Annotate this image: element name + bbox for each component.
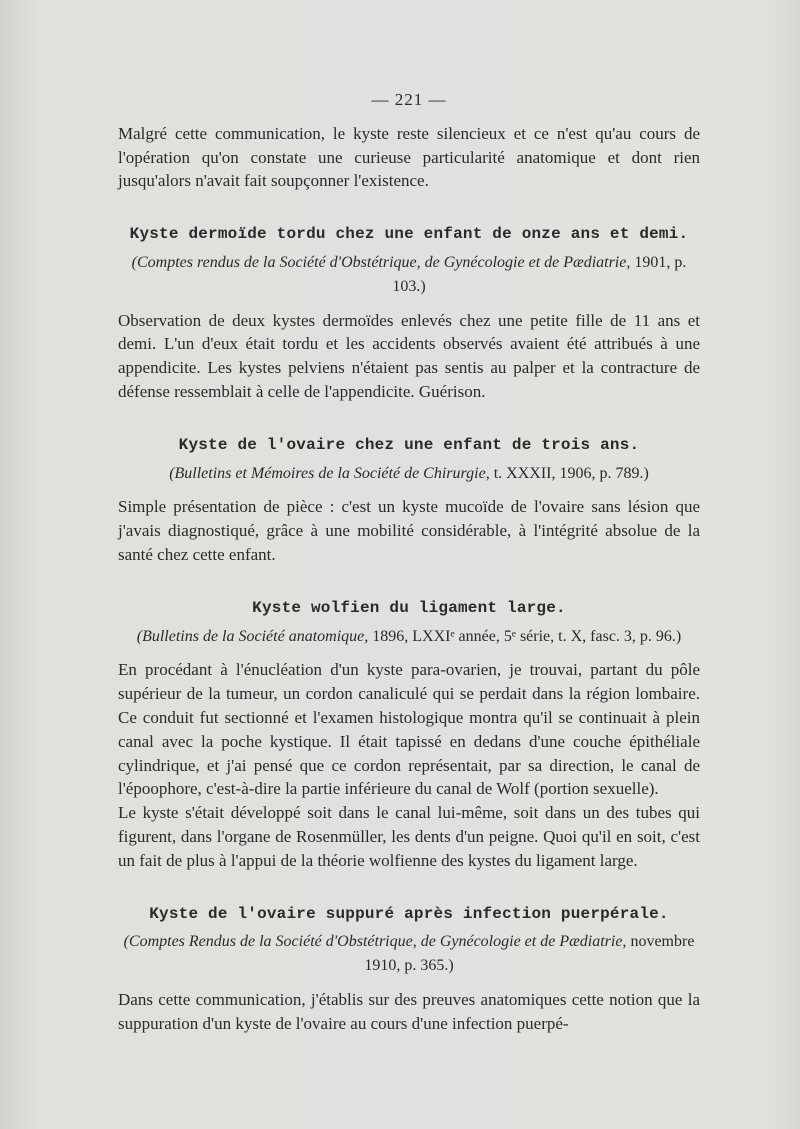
section-ovarian-cyst-child bbox=[118, 434, 700, 567]
section-paragraph: Simple présentation de pièce : c'est un kyste mucoïde de l'ovaire sans lésion que j'avais diagnostiqué, grâce à une mobilité considérable, à l'intégrité absolue de la santé chez cette enfant. bbox=[118, 497, 700, 564]
section-reference: (Comptes rendus de la Société d'Obstétrique, de Gynécologie et de Pædiatrie, 1901, p. 103.) bbox=[131, 253, 687, 295]
section-title: Kyste wolfien du ligament large. bbox=[252, 598, 566, 617]
section-title: Kyste de l'ovaire chez une enfant de trois ans. bbox=[178, 435, 640, 454]
section-reference: (Bulletins de la Société anatomique, 1896, LXXIᵉ année, 5ᵉ série, t. X, fasc. 3, p. 96.) bbox=[136, 627, 682, 645]
intro-paragraph: Malgré cette communication, le kyste reste silencieux et ce n'est qu'au cours de l'opération qu'on constate une curieuse particularité anatomique et dont rien jusqu'alors n'avait fait soupçonner l'existence. bbox=[118, 123, 700, 191]
section-title: Kyste dermoïde tordu chez une enfant de onze ans et demi. bbox=[129, 225, 689, 244]
section-wolffian-cyst bbox=[118, 597, 700, 873]
section-reference: (Bulletins et Mémoires de la Société de Chirurgie, t. XXXII, 1906, p. 789.) bbox=[169, 464, 649, 482]
section-paragraph: En procédant à l'énucléation d'un kyste para-ovarien, je trouvai, partant du pôle supérieur de la tumeur, un cordon canaliculé qui se perdait dans la région lombaire. Ce conduit fut sectionné et l'examen histologique montra qu'il se continuait à plein canal avec la poche kystique. Il était tapissé en dedans d'une couche épithéliale cylindrique, et j'ai pensé que ce cordon représentait, par sa direction, le canal de l'époophore, c'est-à-dire la partie inférieure du canal de Wolf (portion sexuelle). bbox=[118, 660, 700, 799]
section-title: Kyste de l'ovaire suppuré après infection puerpérale. bbox=[149, 904, 669, 923]
section-reference: (Comptes Rendus de la Société d'Obstétrique, de Gynécologie et de Pædiatrie, novembre 1910, p. 365.) bbox=[123, 933, 695, 975]
page-content bbox=[118, 88, 700, 1036]
page-number: — 221 — bbox=[371, 90, 447, 109]
section-paragraph: Observation de deux kystes dermoïdes enlevés chez une petite fille de 11 ans et demi. L'un d'eux était tordu et les accidents observés avaient été attribués à une appendicite. Les kystes pelviens n'étaient pas sentis au palper et la contracture de défense ressemblait à celle de l'appendicite. Guérison. bbox=[118, 310, 700, 401]
section-suppurated-cyst bbox=[118, 903, 700, 1036]
section-dermoid-cyst bbox=[118, 223, 700, 404]
section-paragraph: Dans cette communication, j'établis sur des preuves anatomiques cette notion que la suppuration d'un kyste de l'ovaire au cours d'une infection puerpé- bbox=[118, 989, 700, 1033]
section-paragraph: Le kyste s'était développé soit dans le canal lui-même, soit dans un des tubes qui figurent, dans l'organe de Rosenmüller, les dents d'un peigne. Quoi qu'il en soit, c'est un fait de plus à l'appui de la théorie wolfienne des kystes du ligament large. bbox=[118, 803, 700, 870]
